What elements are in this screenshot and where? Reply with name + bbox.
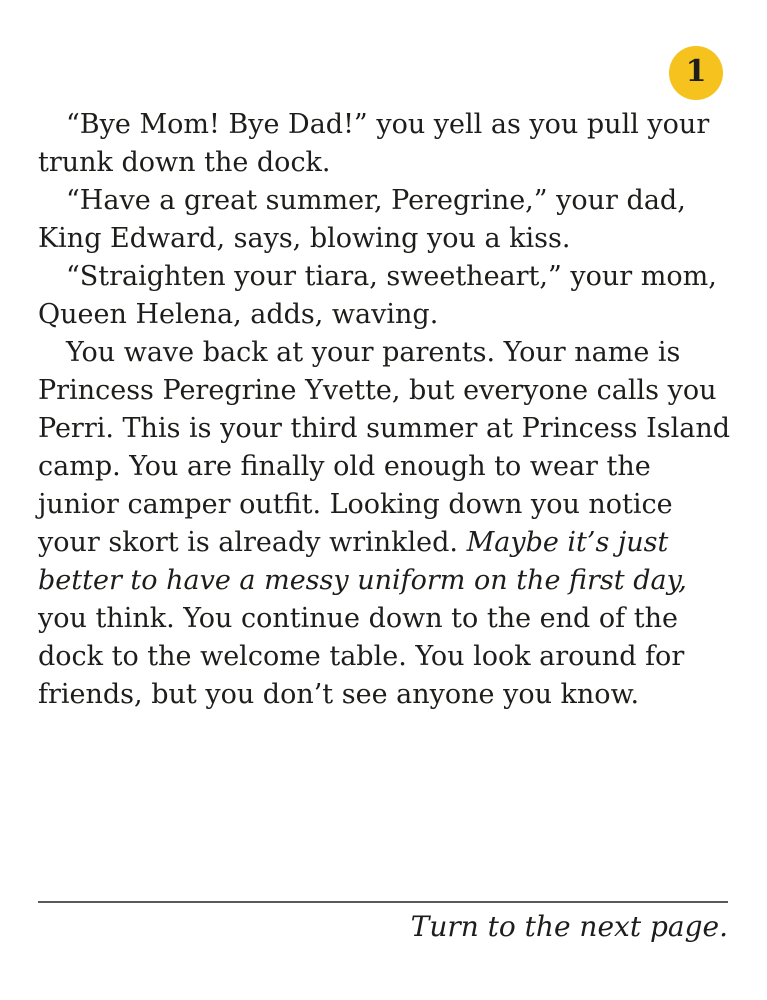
story-paragraph	[38, 334, 730, 714]
story-paragraph	[38, 182, 730, 258]
text-segment: You wave back at your parents. Your name is Princess Peregrine Yvette, but everyone calls you Perri. This is your third summer at Princess Island camp. You are finally old enough to wear the junior camper outfit. Looking down you notice your skort is already wrinkled.	[38, 337, 730, 558]
page-number-badge	[669, 46, 723, 100]
text-segment: Maybe it’s just better to have a messy uniform on the first day,	[38, 527, 687, 596]
story-paragraph	[38, 258, 730, 334]
page-number: 1	[685, 54, 707, 89]
turn-page-instruction: Turn to the next page.	[410, 910, 728, 943]
text-segment: “Have a great summer, Peregrine,” your dad, King Edward, says, blowing you a kiss.	[38, 185, 686, 254]
footer-divider	[38, 901, 728, 903]
text-segment: “Bye Mom! Bye Dad!” you yell as you pull your trunk down the dock.	[38, 109, 710, 178]
text-segment: you think. You continue down to the end of the dock to the welcome table. You look around for friends, but you don’t see anyone you know.	[38, 603, 685, 710]
text-segment: “Straighten your tiara, sweetheart,” your mom, Queen Helena, adds, waving.	[38, 261, 717, 330]
story-text	[38, 106, 730, 714]
story-paragraph	[38, 106, 730, 182]
